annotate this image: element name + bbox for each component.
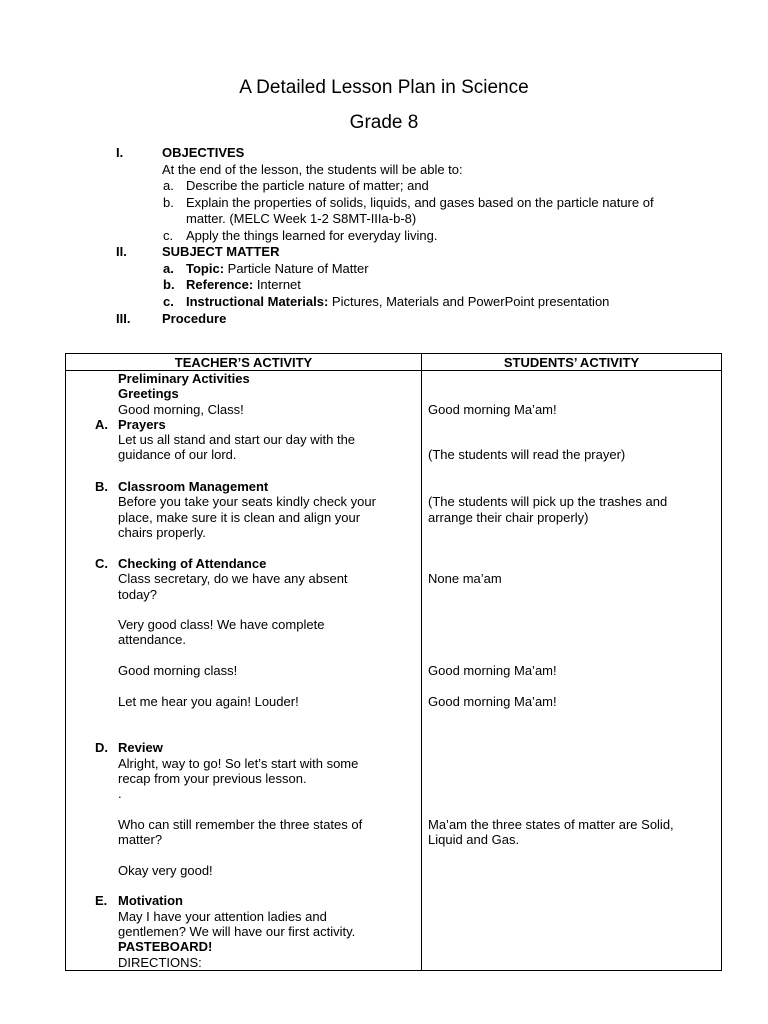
teacher-good-morning-class: Good morning class! [118, 663, 238, 678]
subject-label-reference: Reference: [186, 277, 254, 292]
question-line2: matter? [118, 832, 163, 847]
header-students-activity: STUDENTS’ ACTIVITY [503, 355, 640, 370]
classroom-letter: B. [95, 479, 108, 494]
objective-b-text-line1: Explain the properties of solids, liquids, and gases based on the particle nature of [186, 195, 654, 210]
section-numeral-procedure: III. [116, 311, 131, 326]
section-heading-procedure: Procedure [162, 311, 227, 326]
preliminary-heading: Preliminary Activities [118, 371, 250, 386]
attendance-line1: Class secretary, do we have any absent [118, 571, 348, 586]
student-response-trash-line1: (The students will pick up the trashes and [428, 494, 668, 509]
subject-label-topic: Topic: [186, 261, 225, 276]
table-column-divider [421, 353, 422, 971]
student-response-greeting-2: Good morning Ma’am! [428, 663, 557, 678]
section-heading-objectives: OBJECTIVES [162, 145, 245, 160]
motivation-line2: gentlemen? We will have our first activity. [118, 924, 356, 939]
motivation-letter: E. [95, 893, 108, 908]
objective-letter-c: c. [163, 228, 174, 243]
directions-label: DIRECTIONS: [118, 955, 202, 970]
subject-letter-c: c. [163, 294, 174, 309]
attendance-heading: Checking of Attendance [118, 556, 267, 571]
student-response-trash-line2: arrange their chair properly) [428, 510, 589, 525]
classroom-heading: Classroom Management [118, 479, 269, 494]
header-teachers-activity: TEACHER’S ACTIVITY [174, 355, 313, 370]
objective-a-text: Describe the particle nature of matter; and [186, 178, 429, 193]
subject-item-materials [186, 294, 609, 310]
prayers-heading: Prayers [118, 417, 166, 432]
teacher-good-morning: Good morning, Class! [118, 402, 244, 417]
subject-letter-a: a. [163, 261, 174, 276]
student-response-absent: None ma’am [428, 571, 502, 586]
section-heading-subject-matter: SUBJECT MATTER [162, 244, 280, 259]
objectives-intro: At the end of the lesson, the students will be able to: [162, 162, 463, 177]
subject-label-materials: Instructional Materials: [186, 294, 329, 309]
teacher-okay: Okay very good! [118, 863, 213, 878]
student-response-prayer: (The students will read the prayer) [428, 447, 626, 462]
attendance-letter: C. [95, 556, 108, 571]
objective-c-text: Apply the things learned for everyday living. [186, 228, 438, 243]
complete-line1: Very good class! We have complete [118, 617, 325, 632]
teacher-louder: Let me hear you again! Louder! [118, 694, 299, 709]
review-line1: Alright, way to go! So let’s start with some [118, 756, 359, 771]
review-line3: . [118, 786, 122, 801]
attendance-line2: today? [118, 587, 158, 602]
subject-value-topic: Particle Nature of Matter [224, 261, 369, 276]
section-numeral-objectives: I. [116, 145, 124, 160]
classroom-line3: chairs properly. [118, 525, 206, 540]
objective-letter-b: b. [163, 195, 174, 210]
student-response-greeting-3: Good morning Ma’am! [428, 694, 557, 709]
greetings-heading: Greetings [118, 386, 179, 401]
objective-b-text-line2: matter. (MELC Week 1-2 S8MT-IIIa-b-8) [186, 211, 417, 226]
pasteboard-heading: PASTEBOARD! [118, 939, 213, 954]
review-line2: recap from your previous lesson. [118, 771, 307, 786]
subject-item-topic [186, 261, 369, 277]
prayers-line1: Let us all stand and start our day with the [118, 432, 356, 447]
complete-line2: attendance. [118, 632, 186, 647]
subject-letter-b: b. [163, 277, 175, 292]
prayers-line2: guidance of our lord. [118, 447, 237, 462]
motivation-line1: May I have your attention ladies and [118, 909, 327, 924]
question-line1: Who can still remember the three states of [118, 817, 363, 832]
objective-letter-a: a. [163, 178, 174, 193]
subject-item-reference [186, 277, 301, 293]
subject-value-reference: Internet [253, 277, 301, 292]
grade-level: Grade 8 [349, 112, 419, 133]
motivation-heading: Motivation [118, 893, 183, 908]
classroom-line1: Before you take your seats kindly check your [118, 494, 376, 509]
review-letter: D. [95, 740, 108, 755]
subject-value-materials: Pictures, Materials and PowerPoint presentation [328, 294, 610, 309]
prayers-letter: A. [95, 417, 108, 432]
student-response-states-line2: Liquid and Gas. [428, 832, 520, 847]
classroom-line2: place, make sure it is clean and align your [118, 510, 361, 525]
document-title: A Detailed Lesson Plan in Science [239, 77, 529, 98]
student-response-states-line1: Ma’am the three states of matter are Solid, [428, 817, 674, 832]
student-response-greeting: Good morning Ma’am! [428, 402, 557, 417]
review-heading: Review [118, 740, 163, 755]
section-numeral-subject-matter: II. [116, 244, 127, 259]
